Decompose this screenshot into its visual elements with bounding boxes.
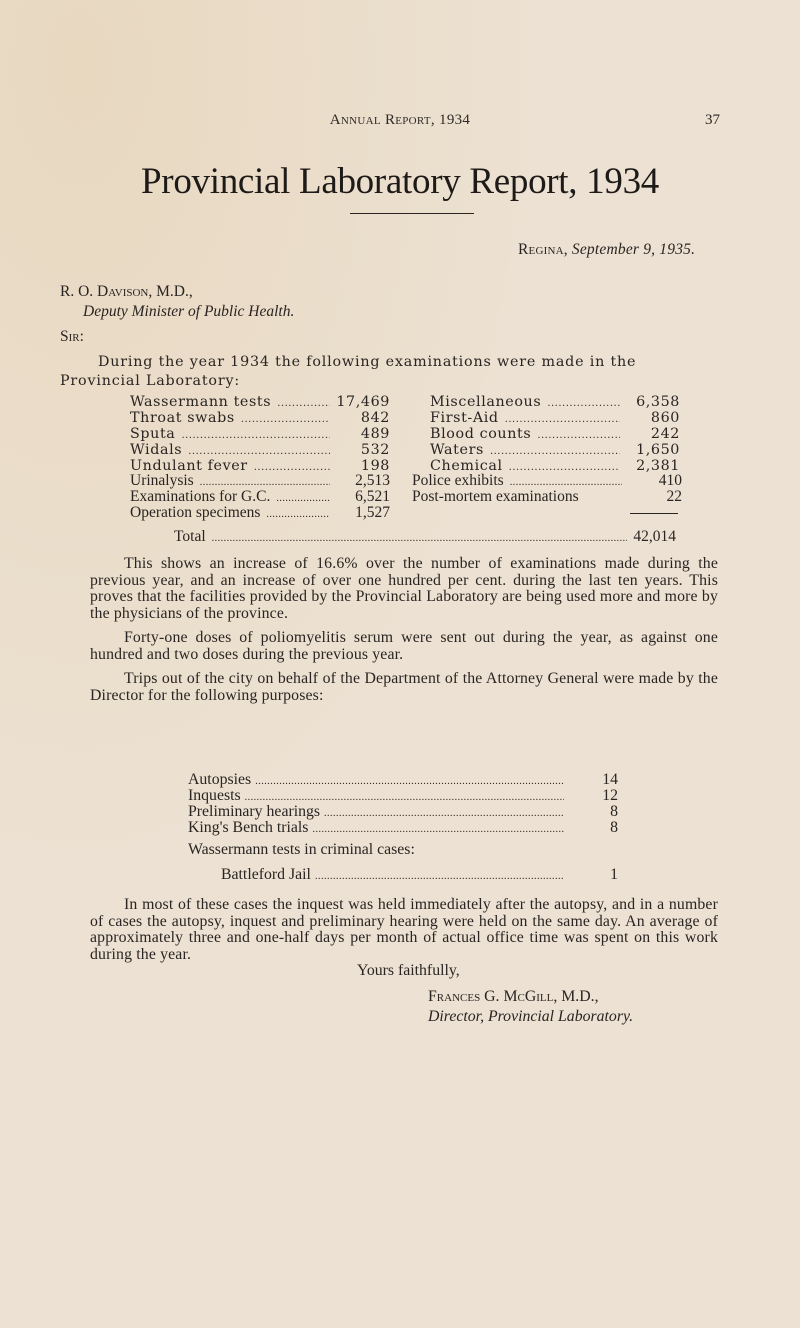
exam-row: Police exhibits ..... 410 — [412, 473, 682, 489]
exam-row: Blood counts ..... 242 — [430, 426, 680, 442]
examinations-left-column — [130, 394, 390, 474]
wassermann-criminal-heading: Wassermann tests in criminal cases: — [188, 841, 415, 858]
signature-name: Frances G. McGill, M.D., — [428, 988, 599, 1005]
addressee-initials: R. O. — [60, 283, 94, 300]
exam-row: Urinalysis ..... 2,513 — [130, 473, 390, 489]
exam-row: Widals ..... 532 — [130, 442, 390, 458]
exam-right-lower — [412, 473, 682, 505]
dateline-place: Regina, — [518, 241, 568, 258]
addressee-name — [60, 282, 294, 302]
purposes-list — [188, 772, 618, 836]
body-paragraphs — [90, 556, 718, 712]
exam-row: Examinations for G.C. ..... 6,521 — [130, 489, 390, 505]
exam-row: Waters ..... 1,650 — [430, 442, 680, 458]
battleford-jail-row: Battleford Jail ..... 1 — [221, 866, 618, 882]
exam-row: Throat swabs ..... 842 — [130, 410, 390, 426]
addressee-degree: M.D., — [156, 283, 193, 300]
closing-paragraph: In most of these cases the inquest was held immediately after the autopsy, and in a number of cases the autopsy, inquest and preliminary hearing were held on the same day. An average of approximately three and one-half days per month of actual office time was spent on this work during the year. — [90, 896, 718, 963]
purpose-row: Preliminary hearings ..... 8 — [188, 804, 618, 820]
exam-row: Post-mortem examinations 22 — [412, 488, 682, 505]
exam-row: Chemical ..... 2,381 — [430, 458, 680, 474]
total-row — [174, 528, 676, 546]
intro-paragraph — [60, 353, 700, 391]
exam-row: Undulant fever ..... 198 — [130, 458, 390, 474]
paragraph-serum: Forty-one doses of poliomyelitis serum were sent out during the year, as against one hundred and two doses during the previous year. — [90, 629, 718, 663]
exam-row: Sputa ..... 489 — [130, 426, 390, 442]
dateline — [518, 241, 695, 259]
running-head: Annual Report, 1934 — [329, 112, 471, 128]
closing: Yours faithfully, — [357, 962, 460, 979]
dateline-date: September 9, 1935. — [571, 241, 696, 258]
paragraph-increase: This shows an increase of 16.6% over the number of examinations made during the previous year, and an increase of over one hundred per cent. during the last ten years. This proves that the facilities provided by the Provincial Laboratory are being used more and more by the physicians of the province. — [90, 555, 718, 622]
purpose-row: Autopsies ..... 14 — [188, 772, 618, 788]
paragraph-trips: Trips out of the city on behalf of the Department of the Attorney General were made by the Director for the following purposes: — [90, 670, 718, 704]
report-title: Provincial Laboratory Report, 1934 — [141, 161, 659, 202]
total-value: 42,014 — [633, 528, 676, 545]
page-header: Annual Report, 1934 37 — [0, 112, 800, 132]
title-rule — [350, 213, 474, 214]
exam-row: First-Aid ..... 860 — [430, 410, 680, 426]
purpose-row: Inquests ..... 12 — [188, 788, 618, 804]
exam-row: Miscellaneous ..... 6,358 — [430, 394, 680, 410]
closing-paragraph-block — [90, 897, 718, 971]
total-label: Total — [174, 528, 206, 545]
purpose-row: King's Bench trials ..... 8 — [188, 820, 618, 836]
signature-title: Director, Provincial Laboratory. — [428, 1008, 634, 1025]
addressee-surname: Davison, — [97, 283, 153, 300]
exam-row: Operation specimens ..... 1,527 — [130, 505, 390, 521]
total-rule — [630, 513, 678, 514]
addressee-role: Deputy Minister of Public Health. — [83, 303, 295, 320]
examinations-right-column — [430, 394, 680, 474]
exam-row: Wassermann tests ..... 17,469 — [130, 394, 390, 410]
examinations-left-column-cont — [130, 473, 390, 521]
addressee-block — [60, 282, 294, 322]
salutation: Sir: — [60, 328, 84, 345]
intro-text: During the year 1934 the following examinations were made in the Provincial Laboratory: — [60, 354, 637, 389]
